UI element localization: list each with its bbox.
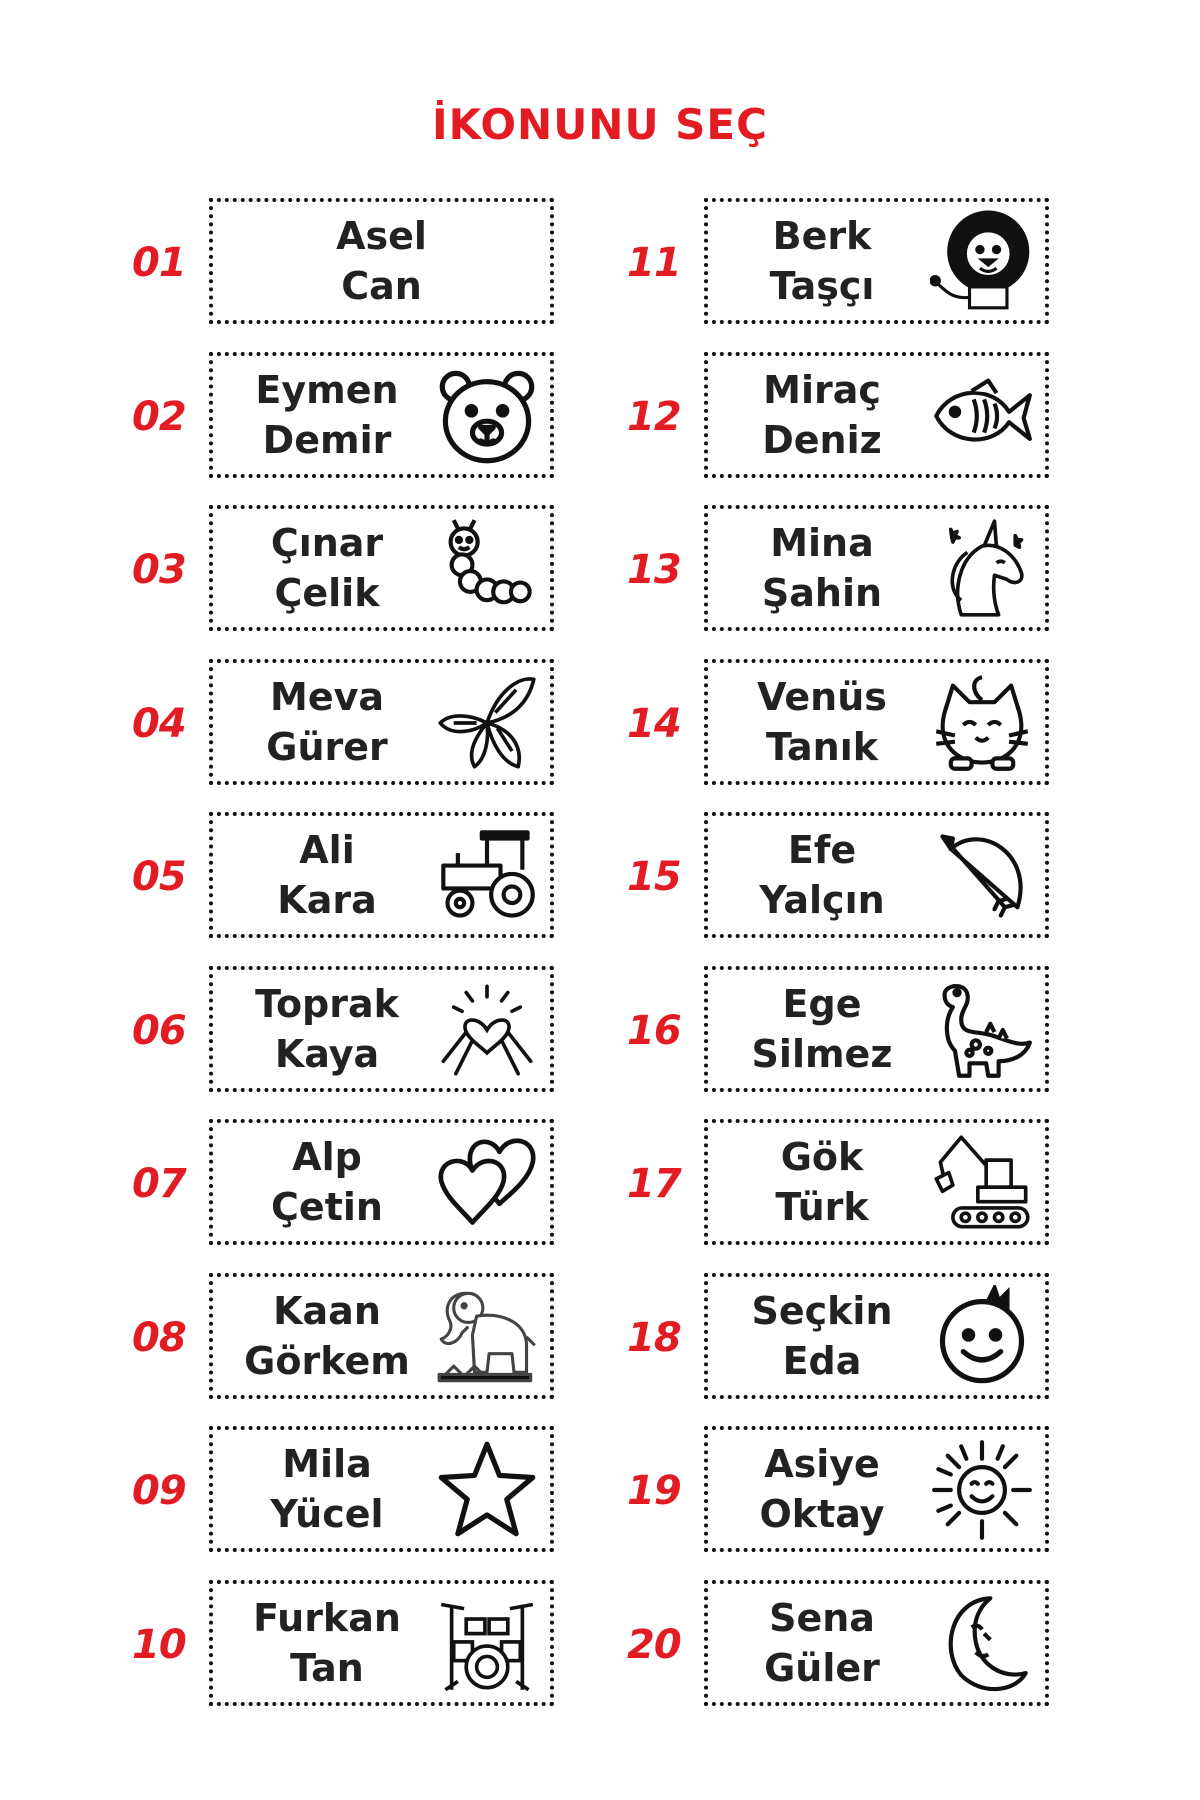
name-text xyxy=(714,1430,930,1548)
option-number: 07 xyxy=(132,1161,186,1207)
first-name: Berk xyxy=(772,214,872,258)
first-name: Meva xyxy=(270,674,384,719)
option-row[interactable] xyxy=(132,1580,602,1710)
option-row[interactable] xyxy=(627,1119,1097,1249)
name-text xyxy=(714,816,930,934)
last-name: Can xyxy=(341,264,422,308)
option-number: 01 xyxy=(132,240,186,286)
option-number: 08 xyxy=(132,1314,186,1361)
name-text xyxy=(714,202,930,320)
last-name: Görkem xyxy=(244,1338,410,1383)
caterpillar-icon xyxy=(432,517,542,621)
option-row[interactable] xyxy=(132,352,602,482)
double-heart-icon xyxy=(432,1131,542,1235)
bow-arrow-icon xyxy=(927,824,1037,928)
option-number: 05 xyxy=(132,854,186,900)
name-text xyxy=(714,970,930,1088)
page-title: İKONUNU SEÇ xyxy=(432,100,768,149)
last-name: Tanık xyxy=(765,724,878,769)
name-label-card[interactable] xyxy=(209,505,554,631)
option-number: 18 xyxy=(627,1314,681,1361)
first-name: Kaan xyxy=(273,1288,381,1333)
excavator-icon xyxy=(927,1131,1037,1235)
name-label-card[interactable] xyxy=(209,812,554,938)
name-label-card[interactable] xyxy=(704,1273,1049,1399)
name-text xyxy=(714,1584,930,1702)
first-name: Mina xyxy=(770,521,874,565)
name-label-card[interactable] xyxy=(209,1119,554,1245)
drums-icon xyxy=(432,1592,542,1696)
last-name: Yalçın xyxy=(759,878,885,922)
first-name: Asiye xyxy=(764,1442,880,1486)
name-text xyxy=(219,356,435,474)
option-number: 20 xyxy=(627,1621,681,1668)
name-text xyxy=(219,663,435,781)
name-label-card[interactable] xyxy=(704,659,1049,785)
option-number: 14 xyxy=(627,700,681,747)
name-label-card[interactable] xyxy=(209,966,554,1092)
option-row[interactable] xyxy=(627,966,1097,1096)
last-name: Yücel xyxy=(270,1492,384,1536)
options-column-right xyxy=(627,198,1097,1710)
option-number: 13 xyxy=(627,547,681,593)
last-name: Taşçı xyxy=(769,264,875,308)
fish-icon xyxy=(927,364,1037,468)
first-name: Alp xyxy=(292,1135,362,1179)
unicorn-icon xyxy=(927,517,1037,621)
option-number: 12 xyxy=(627,393,681,440)
last-name: Demir xyxy=(262,417,392,462)
name-label-card[interactable] xyxy=(704,1426,1049,1552)
options-column-left xyxy=(132,198,602,1710)
name-label-card[interactable] xyxy=(704,1119,1049,1245)
sun-icon xyxy=(927,1438,1037,1542)
name-label-card[interactable] xyxy=(704,1580,1049,1706)
option-number: 15 xyxy=(627,854,681,900)
option-row[interactable] xyxy=(627,198,1097,328)
name-text xyxy=(219,1584,435,1702)
first-name: Mila xyxy=(282,1442,372,1486)
option-number: 09 xyxy=(132,1468,186,1514)
option-number: 06 xyxy=(132,1007,186,1054)
option-row[interactable] xyxy=(132,198,602,328)
first-name: Asel xyxy=(336,214,427,258)
last-name: Güler xyxy=(764,1645,880,1690)
butterfly-icon xyxy=(432,671,542,775)
name-text xyxy=(219,970,435,1088)
option-row[interactable] xyxy=(132,812,602,942)
elephant-icon xyxy=(432,1285,542,1389)
last-name: Deniz xyxy=(762,417,882,462)
last-name: Gürer xyxy=(266,724,388,769)
name-label-card[interactable] xyxy=(704,966,1049,1092)
last-name: Çelik xyxy=(274,571,380,615)
first-name: Furkan xyxy=(253,1595,401,1640)
name-label-card[interactable] xyxy=(209,1273,554,1399)
option-row[interactable] xyxy=(132,505,602,635)
smiley-boy-icon xyxy=(927,1285,1037,1389)
name-label-card[interactable] xyxy=(704,198,1049,324)
name-label-card[interactable] xyxy=(209,1426,554,1552)
option-row[interactable] xyxy=(627,659,1097,789)
name-text xyxy=(714,1123,930,1241)
option-row[interactable] xyxy=(627,1273,1097,1403)
moon-icon xyxy=(927,1592,1037,1696)
first-name: Efe xyxy=(787,828,857,872)
last-name: Çetin xyxy=(271,1185,383,1229)
option-row[interactable] xyxy=(132,1273,602,1403)
option-row[interactable] xyxy=(132,1426,602,1556)
name-label-card[interactable] xyxy=(209,198,554,324)
name-text xyxy=(219,1277,435,1395)
name-label-card[interactable] xyxy=(209,659,554,785)
tractor-icon xyxy=(432,824,542,928)
heart-hands-icon xyxy=(432,978,542,1082)
last-name: Silmez xyxy=(751,1031,893,1076)
bear-icon xyxy=(432,364,542,468)
option-row[interactable] xyxy=(132,966,602,1096)
name-text xyxy=(219,509,435,627)
first-name: Venüs xyxy=(757,674,887,719)
option-row[interactable] xyxy=(627,1580,1097,1710)
last-name: Kaya xyxy=(274,1031,380,1076)
last-name: Oktay xyxy=(759,1492,885,1536)
first-name: Miraç xyxy=(763,367,881,412)
option-row[interactable] xyxy=(132,1119,602,1249)
first-name: Seçkin xyxy=(751,1288,893,1333)
name-text xyxy=(714,663,930,781)
last-name: Türk xyxy=(775,1185,869,1229)
option-row[interactable] xyxy=(132,659,602,789)
name-text xyxy=(219,202,544,320)
option-number: 16 xyxy=(627,1007,681,1054)
last-name: Kara xyxy=(277,878,377,922)
last-name: Şahin xyxy=(761,571,883,615)
option-number: 17 xyxy=(627,1161,681,1207)
option-number: 11 xyxy=(627,240,681,286)
option-number: 02 xyxy=(132,393,186,440)
option-number: 04 xyxy=(132,700,186,747)
option-row[interactable] xyxy=(627,1426,1097,1556)
option-number: 19 xyxy=(627,1468,681,1514)
name-label-card[interactable] xyxy=(704,352,1049,478)
first-name: Ali xyxy=(299,828,355,872)
name-label-card[interactable] xyxy=(209,1580,554,1706)
option-number: 03 xyxy=(132,547,186,593)
lion-icon xyxy=(927,210,1037,314)
name-text xyxy=(714,1277,930,1395)
option-row[interactable] xyxy=(627,352,1097,482)
name-text xyxy=(219,1430,435,1548)
option-row[interactable] xyxy=(627,505,1097,635)
name-text xyxy=(219,1123,435,1241)
name-label-card[interactable] xyxy=(704,505,1049,631)
dinosaur-icon xyxy=(927,978,1037,1082)
first-name: Çınar xyxy=(270,521,384,565)
first-name: Eymen xyxy=(255,367,399,412)
first-name: Ege xyxy=(782,981,862,1026)
cat-icon xyxy=(927,671,1037,775)
star-icon xyxy=(432,1438,542,1542)
first-name: Gök xyxy=(780,1135,864,1179)
name-text xyxy=(714,509,930,627)
option-number: 10 xyxy=(132,1621,186,1668)
name-label-card[interactable] xyxy=(704,812,1049,938)
name-text xyxy=(219,816,435,934)
name-text xyxy=(714,356,930,474)
last-name: Eda xyxy=(782,1338,862,1383)
option-row[interactable] xyxy=(627,812,1097,942)
last-name: Tan xyxy=(290,1645,364,1690)
name-label-card[interactable] xyxy=(209,352,554,478)
first-name: Toprak xyxy=(255,981,399,1026)
first-name: Sena xyxy=(769,1595,875,1640)
